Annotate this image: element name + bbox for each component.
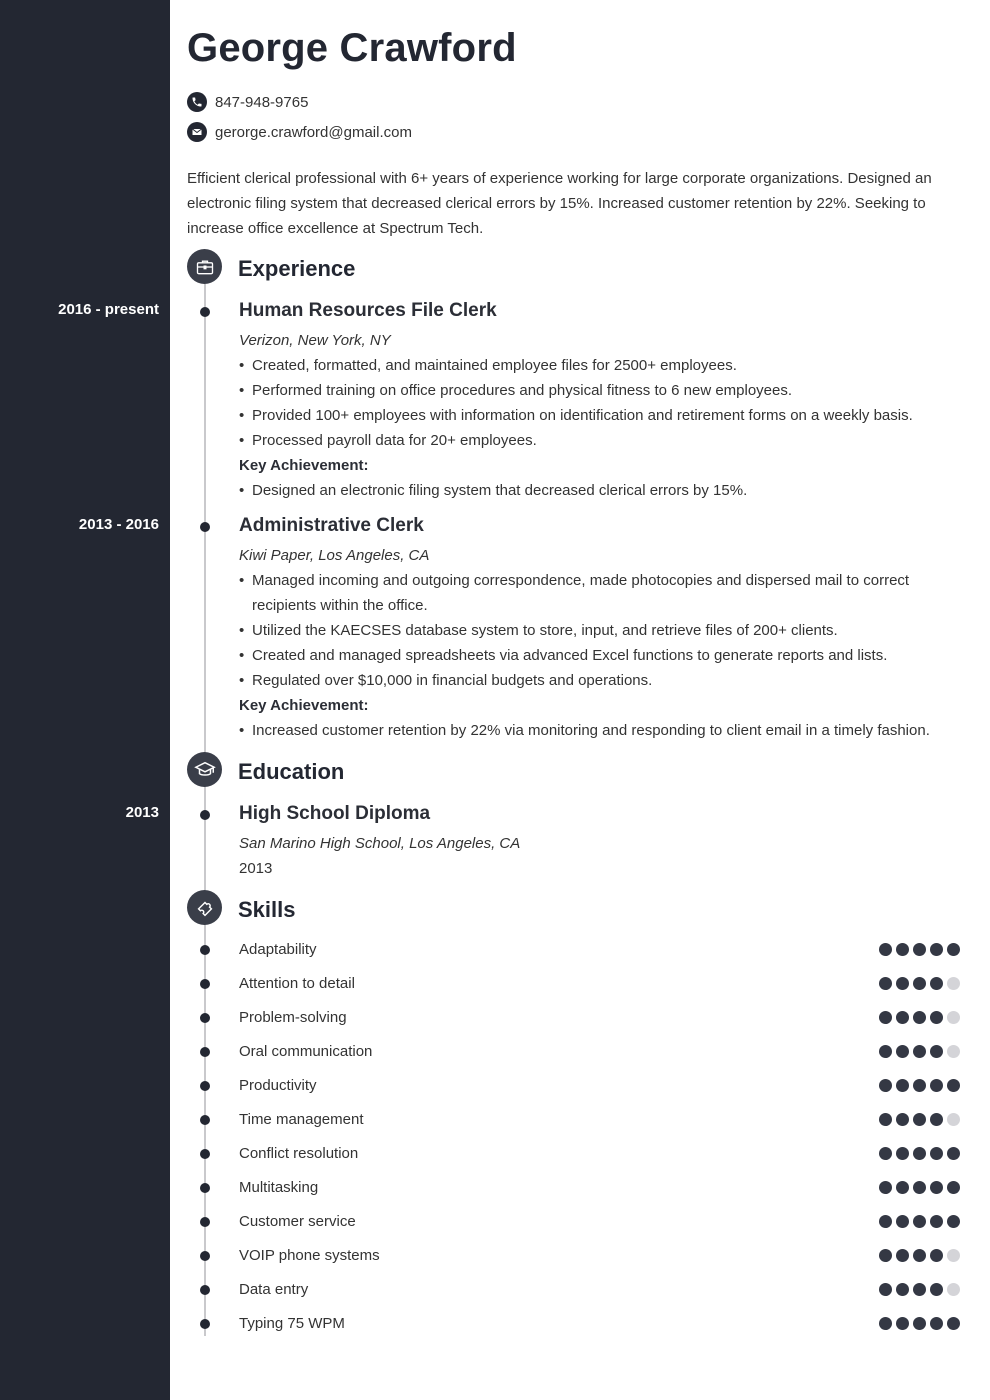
rating-dot-empty [947,1045,960,1058]
phone-icon [187,92,207,112]
school-name: San Marino High School, Los Angeles, CA [239,835,521,852]
key-achievement-list [239,478,959,503]
list-item: • Managed incoming and outgoing correspondence, made photocopies and dispersed mail to correct recipients within the office. [239,568,959,618]
rating-dot-filled [879,1317,892,1330]
list-item: • Increased customer retention by 22% via monitoring and responding to client email in a timely fashion. [239,718,959,743]
section-title-experience: Experience [238,256,356,281]
timeline-dot [200,979,210,989]
rating-dot-filled [896,1283,909,1296]
rating-dot-filled [947,1317,960,1330]
timeline-dot [200,1251,210,1261]
job-bullets [239,353,959,453]
rating-dot-filled [879,1011,892,1024]
skill-rating [879,977,960,990]
skill-rating [879,1011,960,1024]
skill-rating [879,1215,960,1228]
job-bullets [239,568,959,693]
job-title: Human Resources File Clerk [239,300,497,321]
rating-dot-filled [879,1045,892,1058]
rating-dot-filled [879,943,892,956]
skill-rating [879,1147,960,1160]
rating-dot-filled [896,1147,909,1160]
section-title-skills: Skills [238,897,296,922]
rating-dot-filled [930,943,943,956]
rating-dot-filled [879,1181,892,1194]
rating-dot-filled [913,1249,926,1262]
education-timeline [204,786,206,892]
rating-dot-filled [947,943,960,956]
rating-dot-filled [879,1147,892,1160]
skill-rating [879,1181,960,1194]
list-item: • Utilized the KAECSES database system to store, input, and retrieve files of 200+ clients. [239,618,959,643]
graduation-cap-icon [187,752,222,787]
rating-dot-filled [930,1147,943,1160]
rating-dot-filled [930,1181,943,1194]
list-item: • Provided 100+ employees with information on identification and retirement forms on a weekly basis. [239,403,959,428]
rating-dot-empty [947,1283,960,1296]
rating-dot-empty [947,1011,960,1024]
job-company: Verizon, New York, NY [239,332,391,349]
job-company: Kiwi Paper, Los Angeles, CA [239,547,430,564]
job-dates: 2013 - 2016 [78,516,159,533]
rating-dot-filled [930,977,943,990]
rating-dot-filled [896,1011,909,1024]
rating-dot-filled [896,1317,909,1330]
rating-dot-filled [913,1147,926,1160]
skill-name: Problem-solving [239,1009,347,1026]
rating-dot-filled [947,1181,960,1194]
list-item: • Created, formatted, and maintained employee files for 2500+ employees. [239,353,959,378]
timeline-dot [200,1217,210,1227]
left-sidebar [0,0,170,1400]
rating-dot-filled [947,1215,960,1228]
rating-dot-filled [930,1317,943,1330]
skill-rating [879,1113,960,1126]
education-date: 2013 [125,804,159,821]
skill-name: Time management [239,1111,364,1128]
rating-dot-filled [947,1079,960,1092]
skill-name: Conflict resolution [239,1145,359,1162]
list-item: • Regulated over $10,000 in financial budgets and operations. [239,668,959,693]
rating-dot-filled [896,1045,909,1058]
timeline-dot [200,1081,210,1091]
rating-dot-filled [913,1181,926,1194]
briefcase-icon [187,249,222,284]
rating-dot-filled [930,1283,943,1296]
skill-rating [879,1045,960,1058]
skill-name: Typing 75 WPM [239,1315,345,1332]
skill-rating [879,1249,960,1262]
skill-name: Adaptability [239,941,317,958]
rating-dot-filled [896,943,909,956]
timeline-dot [200,1115,210,1125]
rating-dot-filled [913,1079,926,1092]
rating-dot-filled [930,1011,943,1024]
rating-dot-filled [896,1181,909,1194]
contact-email [187,122,412,142]
contact-phone [187,92,308,112]
rating-dot-filled [930,1113,943,1126]
envelope-icon [187,122,207,142]
rating-dot-filled [930,1249,943,1262]
summary-text: Efficient clerical professional with 6+ years of experience working for large corporate organizations. Designed an electronic filing system that decreased clerical errors by 15%. Increased customer retention by 22%. Seeking to increase office excellence at Spectrum Tech. [187,170,932,237]
rating-dot-filled [879,1283,892,1296]
rating-dot-filled [879,1215,892,1228]
timeline-dot [200,1149,210,1159]
rating-dot-filled [896,977,909,990]
key-achievement-label: Key Achievement: [239,457,369,474]
rating-dot-filled [913,1317,926,1330]
skill-rating [879,943,960,956]
timeline-dot [200,945,210,955]
skill-name: Customer service [239,1213,356,1230]
rating-dot-filled [896,1113,909,1126]
timeline-dot [200,1047,210,1057]
rating-dot-filled [896,1215,909,1228]
rating-dot-filled [896,1079,909,1092]
rating-dot-filled [913,1215,926,1228]
timeline-dot [200,522,210,532]
skill-rating [879,1079,960,1092]
rating-dot-filled [896,1249,909,1262]
rating-dot-empty [947,1249,960,1262]
rating-dot-filled [879,977,892,990]
graduation-year: 2013 [239,860,273,877]
section-title-education: Education [238,759,345,784]
rating-dot-filled [947,1147,960,1160]
key-achievement-list [239,718,959,743]
skill-name: Multitasking [239,1179,319,1196]
rating-dot-filled [913,943,926,956]
rating-dot-filled [913,1011,926,1024]
list-item: • Processed payroll data for 20+ employees. [239,428,959,453]
skill-name: Oral communication [239,1043,373,1060]
key-achievement-label: Key Achievement: [239,697,369,714]
rating-dot-filled [879,1249,892,1262]
timeline-dot [200,1013,210,1023]
rating-dot-filled [913,1283,926,1296]
job-dates: 2016 - present [58,301,159,318]
rating-dot-filled [930,1045,943,1058]
timeline-dot [200,1285,210,1295]
skill-name: Attention to detail [239,975,355,992]
job-title: Administrative Clerk [239,515,424,536]
rating-dot-filled [913,1045,926,1058]
skill-name: Productivity [239,1077,317,1094]
phone-text: 847-948-9765 [215,93,309,111]
list-item: • Performed training on office procedures and physical fitness to 6 new employees. [239,378,959,403]
list-item: • Created and managed spreadsheets via advanced Excel functions to generate reports and lists. [239,643,959,668]
rating-dot-filled [879,1113,892,1126]
experience-timeline [204,284,206,754]
candidate-name: George Crawford [187,26,517,70]
puzzle-icon [187,890,222,925]
skill-name: VOIP phone systems [239,1247,380,1264]
rating-dot-filled [879,1079,892,1092]
timeline-dot [200,1319,210,1329]
rating-dot-filled [930,1215,943,1228]
rating-dot-empty [947,977,960,990]
rating-dot-filled [930,1079,943,1092]
timeline-dot [200,1183,210,1193]
email-text: gerorge.crawford@gmail.com [215,123,412,141]
skill-rating [879,1317,960,1330]
rating-dot-filled [913,1113,926,1126]
skill-rating [879,1283,960,1296]
degree-title: High School Diploma [239,803,431,824]
list-item: • Designed an electronic filing system that decreased clerical errors by 15%. [239,478,959,503]
rating-dot-filled [913,977,926,990]
skill-name: Data entry [239,1281,309,1298]
timeline-dot [200,810,210,820]
rating-dot-empty [947,1113,960,1126]
timeline-dot [200,307,210,317]
